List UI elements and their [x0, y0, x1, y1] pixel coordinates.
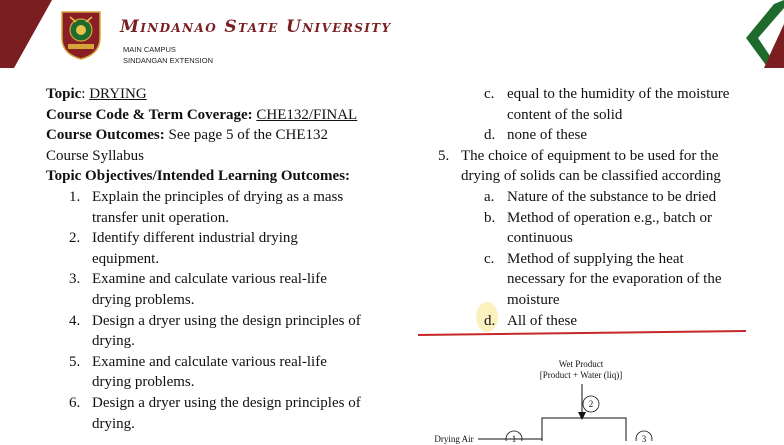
objective-text: Design a dryer using the design principles of — [92, 312, 361, 329]
course-code-line — [46, 105, 386, 126]
course-outcomes-line — [46, 125, 386, 146]
objective-number: 2. — [69, 230, 81, 247]
objective-text-cont: drying problems. — [92, 291, 195, 308]
university-seal-logo — [58, 10, 104, 60]
course-code-value: CHE132/FINAL — [256, 106, 358, 123]
objectives-list — [46, 187, 386, 434]
question-5 — [434, 146, 764, 187]
objective-number: 3. — [69, 271, 81, 288]
course-code-label: Course Code & Term Coverage: — [46, 106, 253, 123]
campus-info — [123, 44, 213, 66]
objective-text: Design a dryer using the design principles of — [92, 394, 361, 411]
wet-product-composition: [Product + Water (liq)] — [539, 370, 623, 380]
objective-text: Examine and calculate various real-life — [92, 271, 327, 288]
course-outcomes-text: See page 5 of the CHE132 — [164, 127, 329, 144]
campus-line-extension: SINDANGAN EXTENSION — [123, 56, 214, 65]
option-letter: b. — [484, 209, 496, 226]
objective-text-cont: equipment. — [92, 250, 160, 267]
option-letter: d. — [484, 127, 496, 144]
objective-text-cont: drying. — [92, 333, 135, 350]
objective-text-cont: transfer unit operation. — [92, 209, 230, 226]
objective-text-cont: drying. — [92, 415, 135, 432]
question-number: 5. — [438, 147, 450, 164]
q4-option-c — [434, 84, 764, 125]
option-text-cont: continuous — [507, 230, 573, 247]
topic-value: DRYING — [89, 86, 147, 102]
option-text: Method of supplying the heat — [507, 250, 684, 267]
option-text: Method of operation e.g., batch or — [507, 209, 712, 226]
university-name: Mindanao State University — [120, 17, 392, 37]
objective-item — [46, 269, 386, 310]
objective-text: Identify different industrial drying — [92, 230, 298, 247]
quiz-column — [434, 84, 764, 331]
objective-item — [46, 311, 386, 352]
objective-text-cont: drying problems. — [92, 374, 195, 391]
objective-number: 6. — [69, 394, 81, 411]
objectives-heading: Topic Objectives/Intended Learning Outcomes: — [46, 168, 351, 185]
option-letter: c. — [484, 250, 495, 267]
stream-1-number: 1 — [511, 434, 517, 444]
wet-product-label: Wet Product — [558, 359, 604, 369]
objective-item — [46, 352, 386, 393]
objective-text: Explain the principles of drying as a mass — [92, 188, 344, 205]
objective-number: 5. — [69, 353, 81, 370]
option-text: equal to the humidity of the moisture — [507, 86, 730, 102]
option-text: none of these — [507, 127, 587, 144]
question-text: The choice of equipment to be used for the — [461, 147, 719, 164]
header-corner-decoration-right — [734, 0, 784, 68]
topic-label: Topic — [46, 86, 82, 102]
objective-number: 4. — [69, 312, 81, 329]
option-text-cont: content of the solid — [507, 106, 623, 123]
objective-item — [46, 187, 386, 228]
course-outcomes-label: Course Outcomes: — [46, 127, 165, 144]
question-text-cont: drying of solids can be classified according — [461, 168, 721, 185]
objective-item — [46, 393, 386, 434]
topic-line: Topic: DRYING — [46, 86, 147, 102]
q5-option-d — [434, 311, 764, 332]
dryer-process-diagram — [418, 340, 784, 444]
stream-3-number: 3 — [641, 434, 647, 444]
diagram-lines — [418, 340, 784, 441]
option-text: All of these — [507, 312, 577, 329]
campus-line-main: MAIN CAMPUS — [123, 45, 176, 54]
course-outcomes-continuation: Course Syllabus — [46, 147, 144, 164]
option-text-cont: moisture — [507, 291, 560, 308]
option-letter: c. — [484, 86, 495, 102]
q4-option-d — [434, 125, 764, 146]
option-letter: a. — [484, 188, 495, 205]
q5-option-c — [434, 249, 764, 311]
objective-item — [46, 228, 386, 269]
option-letter: d. — [484, 312, 496, 329]
objective-number: 1. — [69, 188, 81, 205]
option-text: Nature of the substance to be dried — [507, 188, 717, 205]
drying-air-label: Drying Air — [434, 434, 474, 444]
topic-info-column — [46, 84, 386, 434]
objective-text: Examine and calculate various real-life — [92, 353, 327, 370]
q5-option-b — [434, 208, 764, 249]
stream-2-number: 2 — [588, 399, 594, 409]
header-corner-decoration-left — [0, 0, 52, 68]
q5-option-a — [434, 187, 764, 208]
option-text-cont: necessary for the evaporation of the — [507, 271, 722, 288]
